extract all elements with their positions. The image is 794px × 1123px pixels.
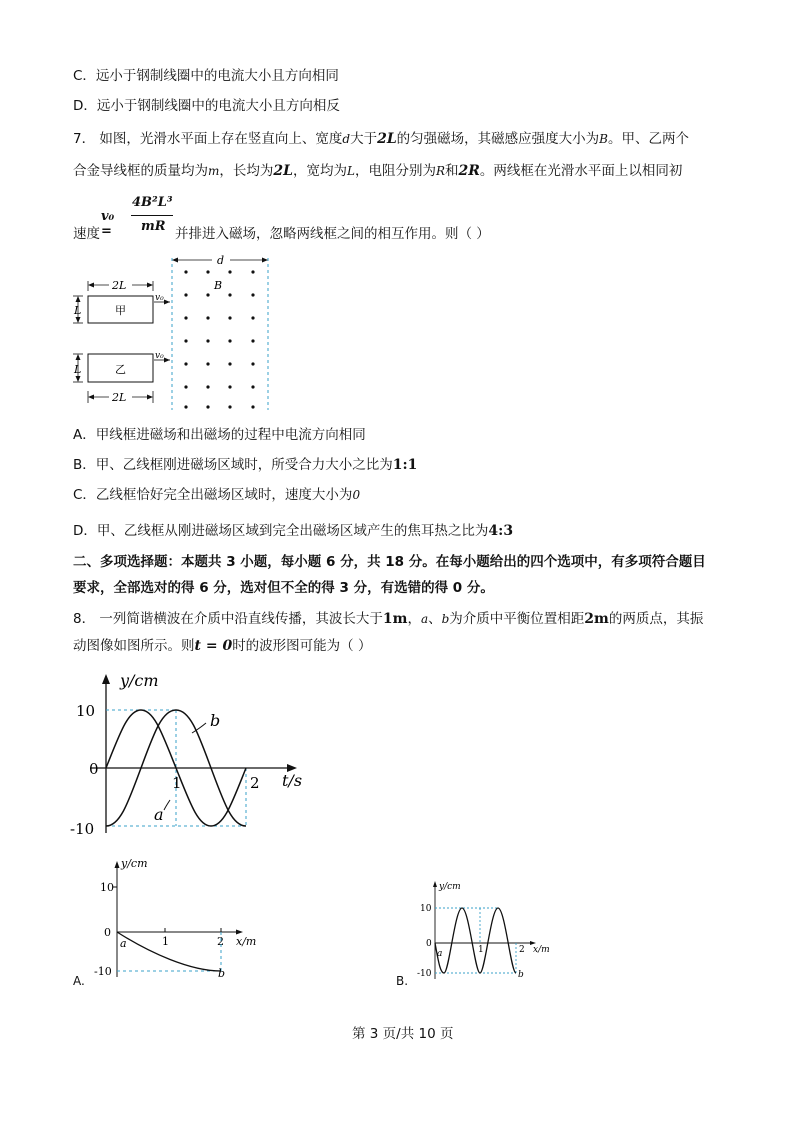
main-xlabel: t/s <box>282 771 303 790</box>
optA-waveform <box>117 932 221 971</box>
q7-stem-line2: 合金导线框的质量均为m，长均为2L，宽均为L，电阻分别为R和2R。两线框在光滑水平面上以相同初 <box>73 163 683 179</box>
q7-option-a: A．甲线框进磁场和出磁场的过程中电流方向相同 <box>73 427 366 443</box>
optB-ytick-0: 0 <box>426 939 432 949</box>
q8-option-b-graph <box>415 877 555 979</box>
section2-heading-line1: 二、多项选择题：本题共 3 小题，每小题 6 分，共 18 分。在每小题给出的四个选项中，有多项符合题目 <box>73 554 706 570</box>
label-v0-yi: v₀ <box>155 351 164 361</box>
q7-stem-line1: 7． 如图，光滑水平面上存在竖直向上、宽度d大于2L的匀强磁场，其磁感应强度大小为B。甲、乙两个 <box>73 131 689 147</box>
section2-heading-line2: 要求，全部选对的得 6 分，选对但不全的得 3 分，有选错的得 0 分。 <box>73 580 494 596</box>
main-ylabel: y/cm <box>120 671 159 690</box>
curve-b-label: b <box>210 711 221 730</box>
optB-xlabel: x/m <box>533 945 550 955</box>
main-ytick-10: 10 <box>76 702 96 720</box>
optA-ylabel: y/cm <box>121 857 148 870</box>
label-L-jia: L <box>74 304 82 317</box>
optB-xtick-2: 2 <box>519 945 525 955</box>
label-2L-bottom: 2L <box>112 391 127 404</box>
optB-waveform <box>435 908 516 973</box>
q8-option-b-letter: B. <box>396 974 409 988</box>
v0-formula-fraction-bar <box>131 215 173 216</box>
optA-ytick-neg10: -10 <box>94 965 112 978</box>
q8-vibration-graph <box>70 668 320 843</box>
optA-point-b: b <box>218 967 226 980</box>
q6-option-d: D．远小于钢制线圈中的电流大小且方向相反 <box>73 98 340 114</box>
label-L-yi: L <box>74 363 82 376</box>
q7-magnetic-field-figure <box>60 250 280 415</box>
label-v0-jia: v₀ <box>155 293 164 303</box>
main-ytick-0: 0 <box>89 760 99 778</box>
optA-point-a: a <box>120 937 127 950</box>
q6-option-c: C．远小于钢制线圈中的电流大小且方向相同 <box>73 68 339 84</box>
q8-stem-line2: 动图像如图所示。则t = 0时的波形图可能为（ ） <box>73 638 372 654</box>
optB-ylabel: y/cm <box>439 882 461 892</box>
optA-xtick-1: 1 <box>162 935 169 948</box>
main-xtick-2: 2 <box>250 774 260 792</box>
v0-formula-numerator: 4B²L³ <box>132 195 173 210</box>
optB-point-a: a <box>437 949 443 959</box>
v0-formula-lhs: v₀ = <box>101 209 115 239</box>
page-footer: 第 3 页/共 10 页 <box>352 1026 454 1042</box>
optB-xtick-1: 1 <box>478 945 484 955</box>
optB-point-b: b <box>518 970 524 979</box>
optA-ytick-10: 10 <box>100 881 114 894</box>
q8-option-a-graph <box>90 855 270 980</box>
optA-xtick-2: 2 <box>217 935 224 948</box>
optB-ytick-neg10: -10 <box>417 969 432 979</box>
main-ytick-neg10: -10 <box>70 820 95 838</box>
optB-ytick-10: 10 <box>420 904 432 914</box>
label-d: d <box>217 254 225 267</box>
q7-option-c: C．乙线框恰好完全出磁场区域时，速度大小为0 <box>73 487 361 503</box>
q7-option-d: D．甲、乙线框从刚进磁场区域到完全出磁场区域产生的焦耳热之比为4:3 <box>73 523 514 539</box>
q8-option-a-letter: A. <box>73 974 85 988</box>
optA-ytick-0: 0 <box>104 926 111 939</box>
frame-jia-label: 甲 <box>115 304 126 317</box>
curve-a-label: a <box>154 805 164 824</box>
label-B: B <box>214 279 223 292</box>
q7-stem-line3-start: 速度 <box>73 226 100 242</box>
label-2L-top: 2L <box>112 279 127 292</box>
optA-xlabel: x/m <box>236 935 257 948</box>
frame-yi-label: 乙 <box>115 363 126 376</box>
q8-stem-line1: 8． 一列简谐横波在介质中沿直线传播，其波长大于1m，a、b为介质中平衡位置相距2m的两质点，其振 <box>73 611 704 627</box>
q7-option-b: B．甲、乙线框刚进磁场区域时，所受合力大小之比为1:1 <box>73 457 418 473</box>
q7-stem-line3-end: 并排进入磁场，忽略两线框之间的相互作用。则（ ） <box>175 226 490 242</box>
main-xtick-1: 1 <box>172 774 182 792</box>
v0-formula-denominator: mR <box>141 219 166 234</box>
